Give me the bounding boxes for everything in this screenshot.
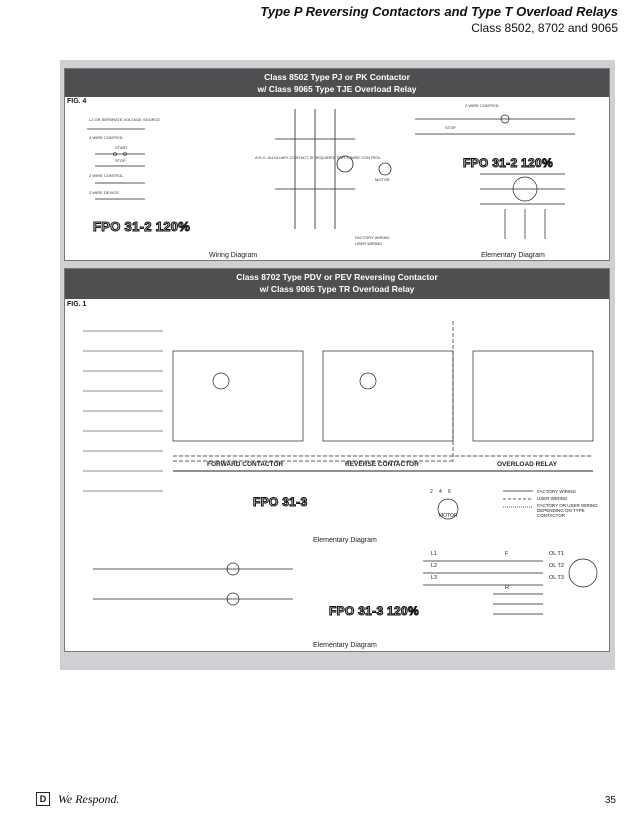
- caption-elementary-diagram-top: Elementary Diagram: [481, 252, 545, 259]
- note-l2: L2 OR SEPARATE VOLTAGE SOURCE: [89, 117, 161, 122]
- note-stop-r: STOP: [445, 125, 456, 130]
- note-user: USER WIRING: [355, 241, 383, 246]
- caption-wiring-diagram: Wiring Diagram: [209, 252, 258, 259]
- line-label-l1: L1: [431, 551, 438, 557]
- line-label-l2: L2: [431, 563, 438, 569]
- reversing-wiring-diagram: [73, 301, 603, 541]
- square-d-logo: [36, 792, 50, 806]
- line-label-l3: L3: [431, 575, 438, 581]
- top-heading-line2: w/ Class 9065 Type TJE Overload Relay: [257, 84, 417, 94]
- top-panel-header: [65, 69, 609, 97]
- reversing-elementary-diagram: [73, 549, 603, 639]
- slogan: We Respond.: [58, 792, 120, 806]
- fig-4-label: FIG. 4: [67, 98, 87, 105]
- fpo-placeholder-low: FPO 31-3 120%: [329, 604, 419, 618]
- note-factory: FACTORY WIRING: [355, 235, 390, 240]
- bottom-panel-header: [65, 269, 609, 299]
- note-2wire: 2 WIRE CONTROL: [89, 173, 124, 178]
- top-heading-line1: Class 8502 Type PJ or PK Contactor: [264, 72, 410, 82]
- legend-user: USER WIRING: [537, 496, 568, 501]
- note-stop: STOP: [115, 158, 126, 163]
- note-motor: MOTOR: [375, 177, 390, 182]
- note-2wire-r: 2 WIRE CONTROL: [465, 103, 500, 108]
- note-start: START: [115, 145, 128, 150]
- elementary-diagram-fig4: [405, 99, 585, 249]
- label-reverse-contactor: REVERSE CONTACTOR: [345, 461, 419, 468]
- label-motor: MOTOR: [439, 513, 458, 519]
- bottom-diagram-panel: [64, 268, 610, 652]
- fig-1-label: FIG. 1: [67, 301, 87, 308]
- caption-elementary-diagram-low: Elementary Diagram: [313, 642, 377, 649]
- legend-factory: FACTORY WIRING: [537, 489, 577, 494]
- note-2wire-device: 2 WIRE DEVICE: [89, 190, 119, 195]
- label-forward-contactor: FORWARD CONTACTOR: [207, 461, 284, 468]
- terminal-6: 6: [448, 489, 451, 495]
- fpo-placeholder-top-right: FPO 31-2 120%: [463, 156, 553, 170]
- top-diagram-panel: [64, 68, 610, 261]
- bottom-heading-line2: w/ Class 9065 Type TR Overload Relay: [259, 284, 415, 294]
- legend-factory-user: FACTORY OR USER WIRING DEPENDING ON TYPE CONTACTOR: [537, 503, 598, 518]
- note-3wire: 3 WIRE CONTROL: [89, 135, 124, 140]
- content-frame: [60, 60, 615, 670]
- page-number: 35: [604, 795, 616, 806]
- page-title: Type P Reversing Contactors and Type T Overload Relays: [260, 4, 618, 19]
- ol-label-t3: OL T3: [549, 575, 564, 581]
- ol-label-t2: OL T2: [549, 563, 564, 569]
- note-aux: A N.O. AUXILIARY CONTACT IS REQUIRED FOR 3 WIRE CONTROL: [255, 155, 381, 160]
- label-overload-relay: OVERLOAD RELAY: [497, 461, 558, 468]
- logo-letter: D: [39, 794, 47, 804]
- ol-label-t1: OL T1: [549, 551, 564, 557]
- contact-f-label: F: [505, 551, 509, 557]
- terminal-2: 2: [430, 489, 433, 495]
- page-subtitle: Class 8502, 8702 and 9065: [471, 21, 618, 35]
- terminal-4: 4: [439, 489, 442, 495]
- fpo-placeholder-mid: FPO 31-3: [253, 495, 308, 509]
- bottom-heading-line1: Class 8702 Type PDV or PEV Reversing Contactor: [236, 272, 438, 282]
- fpo-placeholder-top-left: FPO 31-2 120%: [93, 219, 191, 234]
- caption-elementary-diagram-mid: Elementary Diagram: [313, 537, 377, 544]
- contact-r-label: R: [505, 585, 509, 591]
